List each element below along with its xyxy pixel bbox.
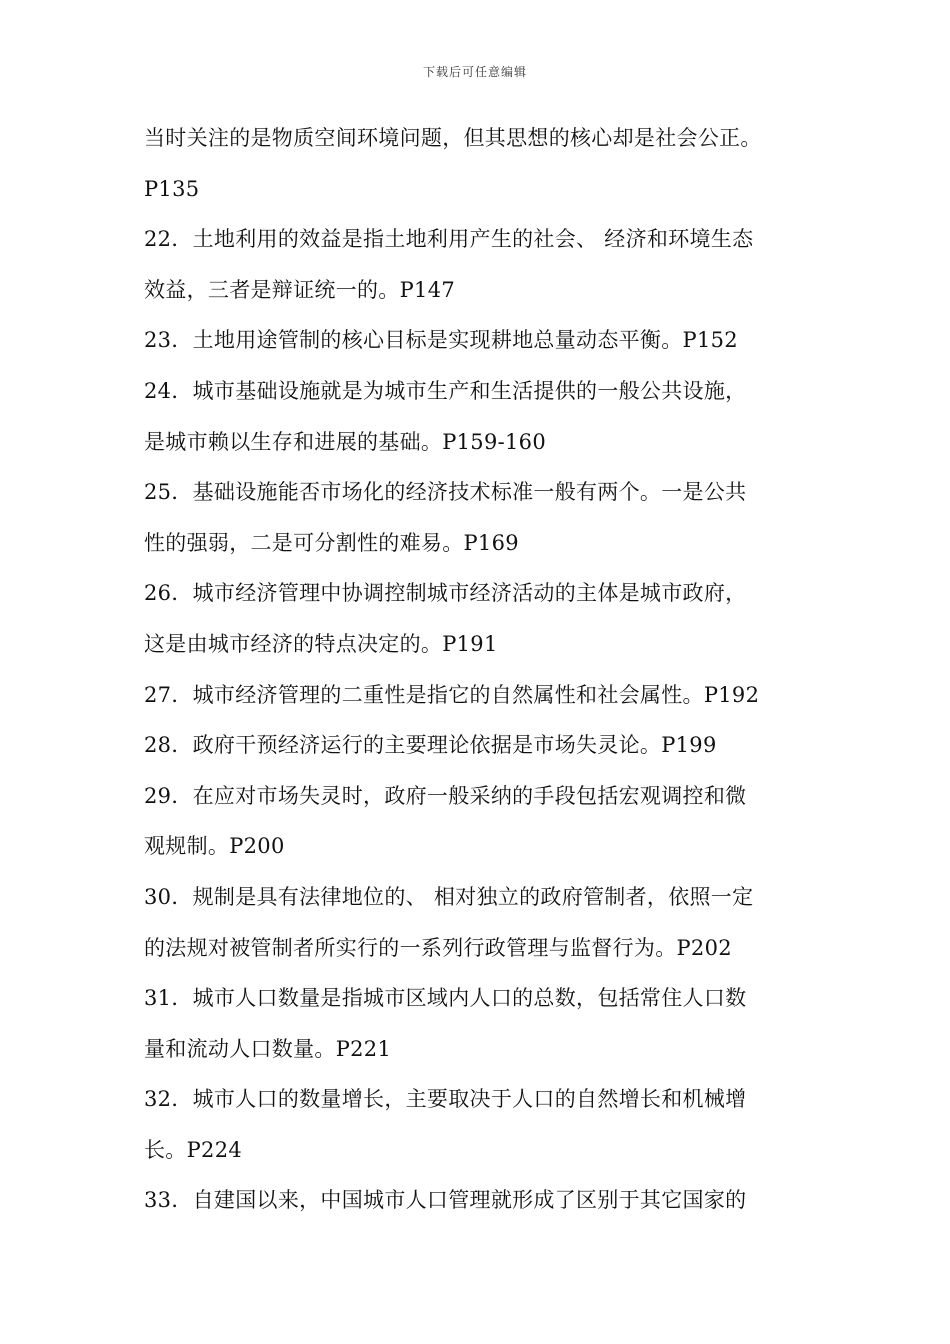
text-line: 是城市赖以生存和进展的基础。P159-160 xyxy=(144,429,546,454)
text-line: 当时关注的是物质空间环境问题，但其思想的核心却是社会公正。 xyxy=(144,126,762,150)
text-line: 长。P224 xyxy=(144,1137,243,1162)
text-line: 26．城市经济管理中协调控制城市经济活动的主体是城市政府， xyxy=(144,581,747,606)
text-line: P135 xyxy=(144,176,200,201)
text-line: 28．政府干预经济运行的主要理论依据是市场失灵论。P199 xyxy=(144,733,717,758)
text-line: 31．城市人口数量是指城市区域内人口的总数，包括常住人口数 xyxy=(144,986,747,1011)
text-line: 观规制。P200 xyxy=(144,834,285,859)
text-line: 的法规对被管制者所实行的一系列行政管理与监督行为。P202 xyxy=(144,935,732,960)
text-line: 22．土地利用的效益是指土地利用产生的社会、 经济和环境生态 xyxy=(144,227,754,252)
text-line: 30．规制是具有法律地位的、 相对独立的政府管制者，依照一定 xyxy=(144,884,754,909)
text-line: 33．自建国以来，中国城市人口管理就形成了区别于其它国家的 xyxy=(144,1188,747,1213)
text-line: 27．城市经济管理的二重性是指它的自然属性和社会属性。P192 xyxy=(144,682,760,707)
text-line: 24．城市基础设施就是为城市生产和生活提供的一般公共设施， xyxy=(144,378,747,403)
text-line: 25．基础设施能否市场化的经济技术标准一般有两个。一是公共 xyxy=(144,480,747,505)
text-line: 性的强弱，二是可分割性的难易。P169 xyxy=(144,530,519,555)
page-header: 下载后可任意编辑 xyxy=(422,65,527,79)
text-line: 23．土地用途管制的核心目标是实现耕地总量动态平衡。P152 xyxy=(144,328,738,353)
text-line: 量和流动人口数量。P221 xyxy=(144,1036,392,1061)
text-line: 这是由城市经济的特点决定的。P191 xyxy=(144,631,498,656)
text-line: 32．城市人口的数量增长，主要取决于人口的自然增长和机械增 xyxy=(144,1087,747,1112)
text-line: 效益，三者是辩证统一的。P147 xyxy=(144,277,456,302)
text-line: 29．在应对市场失灵时，政府一般采纳的手段包括宏观调控和微 xyxy=(144,783,747,808)
document-body xyxy=(144,116,824,1229)
